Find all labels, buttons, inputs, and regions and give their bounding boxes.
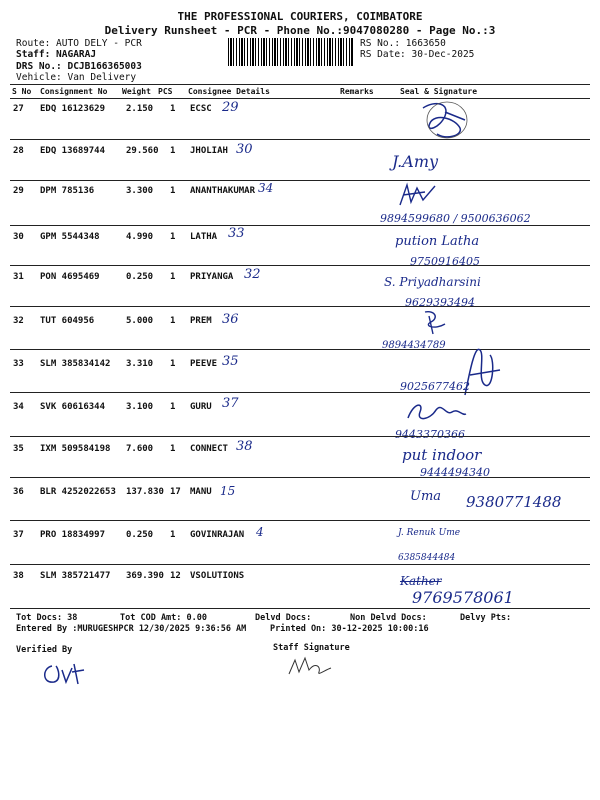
- handwritten-phone: 9025677462: [400, 380, 470, 393]
- tot-cod-amt: Tot COD Amt: 0.00: [120, 613, 207, 623]
- col-remarks: Remarks: [340, 87, 374, 96]
- rs-no-text: RS No.: 1663650: [360, 38, 446, 49]
- row-hand-number: 32: [244, 267, 261, 282]
- row-consignee: CONNECT: [190, 444, 228, 454]
- row-pcs: 1: [170, 272, 176, 282]
- row-consignment: EDQ 13689744: [40, 146, 106, 156]
- row-border: [10, 265, 590, 266]
- row-weight: 7.600: [126, 444, 154, 454]
- handwritten-phone: 6385844484: [398, 553, 456, 563]
- row-pcs: 1: [170, 530, 176, 540]
- handwritten-name: Uma: [410, 489, 442, 504]
- row-consignee: JHOLIAH: [190, 146, 228, 156]
- row-sno: 31: [13, 272, 24, 282]
- table-bottom-border: [10, 608, 590, 609]
- row-hand-number: 34: [258, 181, 274, 195]
- verified-signature: [38, 658, 93, 688]
- handwritten-name: J. Renuk Ume: [398, 528, 461, 538]
- row-consignment: PRO 18834997: [40, 530, 106, 540]
- handwritten-phone: 9443370366: [395, 428, 465, 441]
- row-sno: 32: [13, 316, 24, 326]
- entered-by: Entered By :MURUGESHPCR 12/30/2025 9:36:56 AM: [16, 624, 247, 634]
- row-weight: 3.300: [126, 186, 154, 196]
- handwritten-phone: 9750916405: [410, 255, 480, 268]
- handwritten-phone: 9380771488: [466, 493, 562, 511]
- row-consignment: PON 4695469: [40, 272, 100, 282]
- route-text: Route: AUTO DELY - PCR: [16, 38, 142, 49]
- col-pcs: PCS: [158, 87, 173, 96]
- verified-by-label: Verified By: [16, 645, 73, 655]
- row-weight: 5.000: [126, 316, 154, 326]
- handwritten-phone: 9769578061: [412, 588, 514, 607]
- row-sno: 28: [13, 146, 24, 156]
- row-pcs: 1: [170, 402, 176, 412]
- row-weight: 29.560: [126, 146, 159, 156]
- staff-signature-label: Staff Signature: [273, 643, 350, 653]
- signature-scribble: [415, 98, 475, 143]
- row-weight: 3.100: [126, 402, 154, 412]
- row-consignee: GURU: [190, 402, 212, 412]
- non-delvd-docs: Non Delvd Docs:: [350, 613, 427, 623]
- row-sno: 37: [13, 530, 24, 540]
- row-consignee: PREM: [190, 316, 212, 326]
- row-border: [10, 477, 590, 478]
- row-border: [10, 520, 590, 521]
- runsheet-title: Delivery Runsheet - PCR - Phone No.:9047080280 - Page No.:3: [104, 24, 496, 37]
- vehicle-text: Vehicle: Van Delivery: [16, 72, 137, 83]
- row-pcs: 1: [170, 104, 176, 114]
- signature-scribble: [415, 308, 455, 336]
- col-consignee: Consignee Details: [188, 87, 270, 96]
- row-sno: 33: [13, 359, 24, 369]
- row-border: [10, 564, 590, 565]
- row-consignee: ANANTHAKUMAR: [190, 186, 256, 196]
- tot-docs: Tot Docs: 38: [16, 613, 78, 623]
- row-sno: 35: [13, 444, 24, 454]
- row-weight: 0.250: [126, 530, 154, 540]
- row-consignment: SLM 385721477: [40, 571, 111, 581]
- row-border: [10, 225, 590, 226]
- row-pcs: 1: [170, 186, 176, 196]
- col-sno: S No: [12, 87, 32, 96]
- row-hand-number: 15: [220, 484, 236, 498]
- row-sno: 34: [13, 402, 24, 412]
- row-pcs: 1: [170, 232, 176, 242]
- handwritten-phone: 9894599680 / 9500636062: [380, 212, 531, 225]
- row-weight: 4.990: [126, 232, 154, 242]
- row-hand-number: 33: [228, 226, 245, 241]
- drs-text: DRS No.: DCJB166365003: [16, 61, 142, 72]
- handwritten-name: S. Priyadharsini: [384, 275, 481, 289]
- row-consignee: LATHA: [190, 232, 218, 242]
- row-hand-number: 4: [256, 525, 264, 539]
- handwritten-phone: 9629393494: [405, 296, 475, 309]
- col-seal-signature: Seal & Signature: [400, 87, 478, 96]
- row-consignment: SLM 385834142: [40, 359, 111, 369]
- row-consignment: TUT 604956: [40, 316, 95, 326]
- row-weight: 137.830: [126, 487, 164, 497]
- row-consignment: IXM 509584198: [40, 444, 111, 454]
- row-consignment: DPM 785136: [40, 186, 95, 196]
- row-pcs: 1: [170, 444, 176, 454]
- rs-date-text: RS Date: 30-Dec-2025: [360, 49, 475, 60]
- row-pcs: 1: [170, 316, 176, 326]
- row-hand-number: 37: [222, 396, 239, 411]
- row-border: [10, 180, 590, 181]
- row-consignee: GOVINRAJAN: [190, 530, 245, 540]
- row-hand-number: 38: [236, 439, 253, 454]
- row-border: [10, 392, 590, 393]
- company-title: THE PROFESSIONAL COURIERS, COIMBATORE: [177, 10, 423, 23]
- delvy-pts: Delvy Pts:: [460, 613, 512, 623]
- row-weight: 3.310: [126, 359, 154, 369]
- handwritten-name: J.Amy: [392, 152, 439, 171]
- row-consignee: VSOLUTIONS: [190, 571, 245, 581]
- row-consignment: GPM 5544348: [40, 232, 100, 242]
- row-consignment: BLR 4252022653: [40, 487, 116, 497]
- table-header-border: [10, 98, 590, 99]
- row-pcs: 1: [170, 146, 176, 156]
- row-pcs: 12: [170, 571, 181, 581]
- staff-signature: [285, 652, 335, 680]
- row-sno: 29: [13, 186, 24, 196]
- row-pcs: 17: [170, 487, 181, 497]
- row-weight: 2.150: [126, 104, 154, 114]
- row-consignee: MANU: [190, 487, 212, 497]
- row-border: [10, 139, 590, 140]
- handwritten-name: pution Latha: [395, 234, 480, 249]
- table-top-border: [10, 84, 590, 85]
- row-sno: 27: [13, 104, 24, 114]
- row-consignment: SVK 60616344: [40, 402, 106, 412]
- handwritten-name: put indoor: [402, 446, 482, 464]
- row-consignee: ECSC: [190, 104, 212, 114]
- staff-text: Staff: NAGARAJ: [16, 49, 97, 60]
- printed-on: Printed On: 30-12-2025 10:00:16: [270, 624, 429, 634]
- barcode: [228, 38, 354, 66]
- row-weight: 369.390: [126, 571, 164, 581]
- row-border: [10, 436, 590, 437]
- col-weight: Weight: [122, 87, 151, 96]
- row-hand-number: 36: [222, 312, 239, 327]
- row-consignee: PEEVE: [190, 359, 218, 369]
- delvd-docs: Delvd Docs:: [255, 613, 312, 623]
- row-weight: 0.250: [126, 272, 154, 282]
- row-pcs: 1: [170, 359, 176, 369]
- signature-scribble: [395, 180, 445, 210]
- row-hand-number: 29: [222, 100, 239, 115]
- col-consignment: Consignment No: [40, 87, 108, 96]
- row-consignee: PRIYANGA: [190, 272, 234, 282]
- row-hand-number: 30: [236, 142, 253, 157]
- handwritten-phone: 9894434789: [382, 340, 446, 351]
- row-sno: 30: [13, 232, 24, 242]
- handwritten-phone: 9444494340: [420, 466, 490, 479]
- row-sno: 36: [13, 487, 24, 497]
- signature-scribble: [400, 398, 470, 428]
- row-sno: 38: [13, 571, 24, 581]
- handwritten-name: Kather: [400, 574, 442, 588]
- row-consignment: EDQ 16123629: [40, 104, 106, 114]
- row-hand-number: 35: [222, 354, 239, 369]
- row-border: [10, 306, 590, 307]
